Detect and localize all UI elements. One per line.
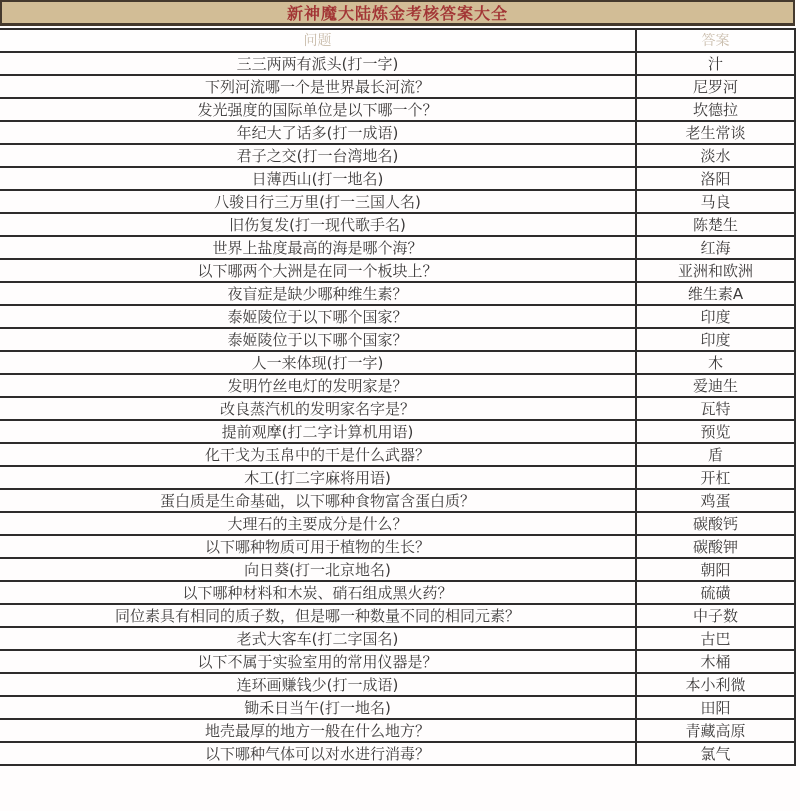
answer-cell: 汁	[636, 52, 795, 75]
answer-cell: 朝阳	[636, 558, 795, 581]
table-row	[0, 535, 795, 558]
question-cell: 提前观摩(打二字计算机用语)	[0, 420, 636, 443]
table-row	[0, 420, 795, 443]
question-column-header: 问题	[0, 29, 636, 52]
table-row	[0, 259, 795, 282]
page-title: 新神魔大陆炼金考核答案大全	[286, 4, 508, 23]
table-row	[0, 374, 795, 397]
table-row	[0, 443, 795, 466]
table-row	[0, 213, 795, 236]
answer-cell: 鸡蛋	[636, 489, 795, 512]
question-cell: 蛋白质是生命基础，以下哪种食物富含蛋白质？	[0, 489, 636, 512]
answer-cell: 开杠	[636, 466, 795, 489]
table-row	[0, 351, 795, 374]
question-cell: 同位素具有相同的质子数，但是哪一种数量不同的相同元素？	[0, 604, 636, 627]
table-header-row	[0, 29, 795, 52]
answer-cell: 老生常谈	[636, 121, 795, 144]
question-cell: 以下哪两个大洲是在同一个板块上？	[0, 259, 636, 282]
answer-cell: 洛阳	[636, 167, 795, 190]
title-bar	[0, 0, 795, 26]
answer-cell: 碳酸钾	[636, 535, 795, 558]
question-cell: 以下哪种气体可以对水进行消毒？	[0, 742, 636, 765]
table-row	[0, 236, 795, 259]
table-row	[0, 696, 795, 719]
question-cell: 木工(打二字麻将用语)	[0, 466, 636, 489]
question-cell: 泰姬陵位于以下哪个国家？	[0, 328, 636, 351]
question-cell: 以下哪种材料和木炭、硝石组成黑火药？	[0, 581, 636, 604]
answer-cell: 硫磺	[636, 581, 795, 604]
answer-cell: 陈楚生	[636, 213, 795, 236]
answer-cell: 维生素A	[636, 282, 795, 305]
answer-cell: 坎德拉	[636, 98, 795, 121]
table-row	[0, 167, 795, 190]
table-row	[0, 397, 795, 420]
qa-table	[0, 28, 796, 766]
question-cell: 旧伤复发(打一现代歌手名)	[0, 213, 636, 236]
question-cell: 向日葵(打一北京地名)	[0, 558, 636, 581]
question-cell: 以下哪种物质可用于植物的生长？	[0, 535, 636, 558]
answer-cell: 尼罗河	[636, 75, 795, 98]
answer-cell: 亚洲和欧洲	[636, 259, 795, 282]
table-row	[0, 52, 795, 75]
question-cell: 人一来体现(打一字)	[0, 351, 636, 374]
answer-cell: 马良	[636, 190, 795, 213]
answer-cell: 古巴	[636, 627, 795, 650]
question-cell: 发光强度的国际单位是以下哪一个？	[0, 98, 636, 121]
question-cell: 君子之交(打一台湾地名)	[0, 144, 636, 167]
answer-cell: 爱迪生	[636, 374, 795, 397]
question-cell: 夜盲症是缺少哪种维生素？	[0, 282, 636, 305]
question-cell: 地壳最厚的地方一般在什么地方？	[0, 719, 636, 742]
question-cell: 大理石的主要成分是什么？	[0, 512, 636, 535]
question-cell: 世界上盐度最高的海是哪个海？	[0, 236, 636, 259]
question-cell: 化干戈为玉帛中的干是什么武器？	[0, 443, 636, 466]
question-cell: 泰姬陵位于以下哪个国家？	[0, 305, 636, 328]
answer-cell: 中子数	[636, 604, 795, 627]
answer-cell: 印度	[636, 328, 795, 351]
table-row	[0, 121, 795, 144]
question-cell: 八骏日行三万里(打一三国人名)	[0, 190, 636, 213]
table-row	[0, 282, 795, 305]
table-row	[0, 489, 795, 512]
table-row	[0, 512, 795, 535]
answer-cell: 印度	[636, 305, 795, 328]
answer-cell: 青藏高原	[636, 719, 795, 742]
table-row	[0, 305, 795, 328]
question-cell: 三三两两有派头(打一字)	[0, 52, 636, 75]
answer-cell: 盾	[636, 443, 795, 466]
table-row	[0, 673, 795, 696]
table-row	[0, 98, 795, 121]
answer-cell: 氯气	[636, 742, 795, 765]
answer-cell: 本小利微	[636, 673, 795, 696]
table-row	[0, 719, 795, 742]
table-row	[0, 328, 795, 351]
table-row	[0, 558, 795, 581]
answer-cell: 瓦特	[636, 397, 795, 420]
table-row	[0, 466, 795, 489]
table-row	[0, 144, 795, 167]
table-row	[0, 75, 795, 98]
question-cell: 发明竹丝电灯的发明家是？	[0, 374, 636, 397]
question-cell: 锄禾日当午(打一地名)	[0, 696, 636, 719]
table-row	[0, 604, 795, 627]
answer-cell: 淡水	[636, 144, 795, 167]
answer-cell: 红海	[636, 236, 795, 259]
question-cell: 日薄西山(打一地名)	[0, 167, 636, 190]
table-row	[0, 650, 795, 673]
answer-cell: 木	[636, 351, 795, 374]
table-row	[0, 627, 795, 650]
table-row	[0, 581, 795, 604]
question-cell: 老式大客车(打二字国名)	[0, 627, 636, 650]
answer-column-header: 答案	[636, 29, 795, 52]
table-row	[0, 742, 795, 765]
question-cell: 下列河流哪一个是世界最长河流？	[0, 75, 636, 98]
table-row	[0, 190, 795, 213]
question-cell: 连环画赚钱少(打一成语)	[0, 673, 636, 696]
question-cell: 以下不属于实验室用的常用仪器是？	[0, 650, 636, 673]
answer-cell: 田阳	[636, 696, 795, 719]
question-cell: 年纪大了话多(打一成语)	[0, 121, 636, 144]
answer-cell: 木桶	[636, 650, 795, 673]
question-cell: 改良蒸汽机的发明家名字是？	[0, 397, 636, 420]
answer-cell: 碳酸钙	[636, 512, 795, 535]
answer-cell: 预览	[636, 420, 795, 443]
